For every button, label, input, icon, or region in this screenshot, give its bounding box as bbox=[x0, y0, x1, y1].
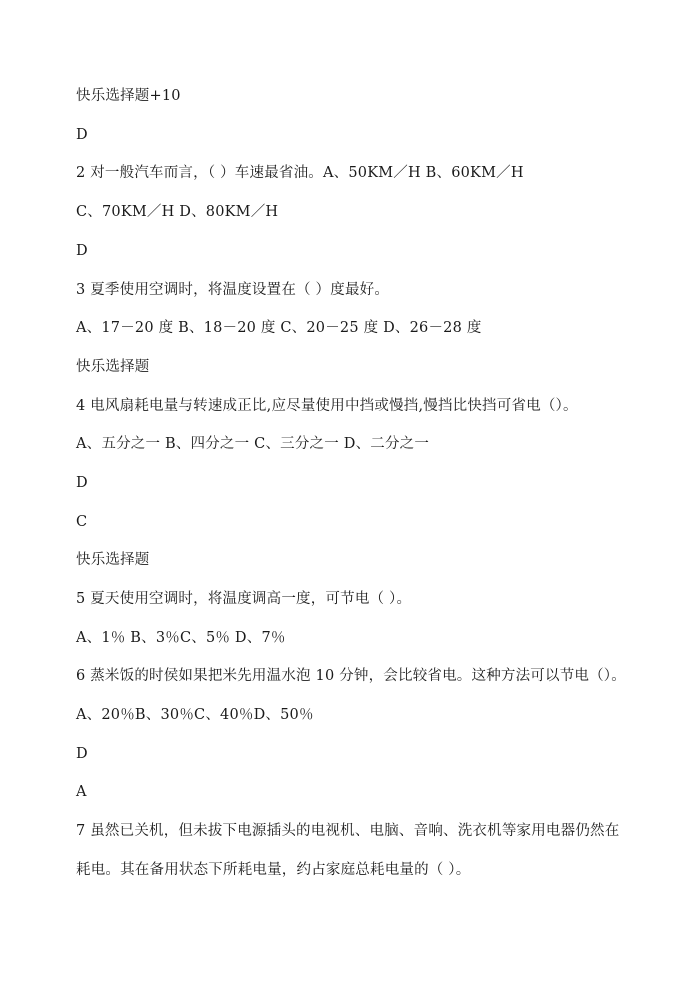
answer-line: D bbox=[76, 243, 88, 259]
question-5-options: A、1％ B、3％C、5％ D、7％ bbox=[76, 630, 286, 646]
section-heading: 快乐选择题+10 bbox=[76, 88, 181, 104]
section-heading: 快乐选择题 bbox=[76, 359, 150, 375]
question-6-options: A、20％B、30％C、40％D、50％ bbox=[76, 707, 314, 723]
answer-line: C bbox=[76, 514, 88, 530]
answer-line: D bbox=[76, 746, 88, 762]
question-2-options: C、70KM／H D、80KM／H bbox=[76, 204, 279, 220]
question-6: 6 蒸米饭的时侯如果把米先用温水泡 10 分钟，会比较省电。这种方法可以节电（）。 bbox=[76, 668, 626, 684]
section-heading: 快乐选择题 bbox=[76, 552, 150, 568]
answer-line: D bbox=[76, 127, 88, 143]
question-4: 4 电风扇耗电量与转速成正比,应尽量使用中挡或慢挡,慢挡比快挡可省电（）。 bbox=[76, 398, 578, 414]
question-3: 3 夏季使用空调时，将温度设置在（ ）度最好。 bbox=[76, 282, 390, 298]
question-5: 5 夏天使用空调时，将温度调高一度，可节电（ ）。 bbox=[76, 591, 412, 607]
answer-line: D bbox=[76, 475, 88, 491]
question-3-options: A、17－20 度 B、18－20 度 C、20－25 度 D、26－28 度 bbox=[76, 320, 482, 336]
question-7-continued: 耗电。其在备用状态下所耗电量，约占家庭总耗电量的（ ）。 bbox=[76, 862, 471, 878]
answer-line: A bbox=[76, 784, 87, 800]
question-4-options: A、五分之一 B、四分之一 C、三分之一 D、二分之一 bbox=[76, 436, 430, 452]
question-2: 2 对一般汽车而言，（ ）车速最省油。A、50KM／H B、60KM／H bbox=[76, 165, 524, 181]
question-7: 7 虽然已关机，但未拔下电源插头的电视机、电脑、音响、洗衣机等家用电器仍然在 bbox=[76, 823, 620, 839]
